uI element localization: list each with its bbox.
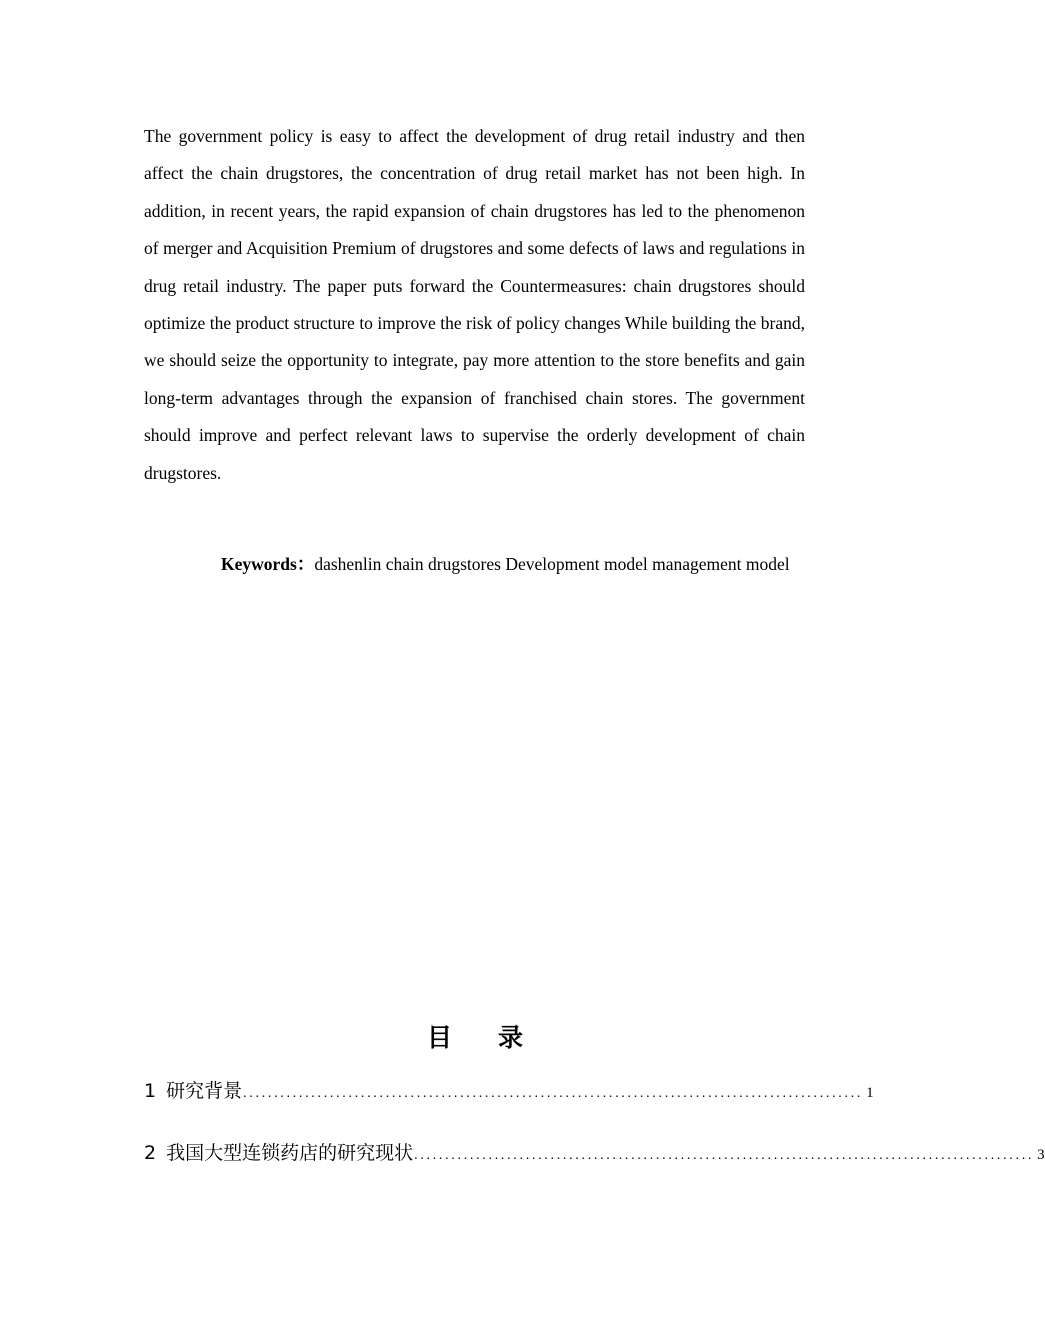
abstract-paragraph: The government policy is easy to affect the development of drug retail industry and then affect the chain drugstores, the concentration of drug retail market has not been high. In addition, in recent years, the rapid expansion of chain drugstores has led to the phenomenon of merger and Acquisition Premium of drugstores and some defects of laws and regulations in drug retail industry. The paper puts forward the Countermeasures: chain drugstores should optimize the product structure to improve the risk of policy changes While building the brand, we should seize the opportunity to integrate, pay more attention to the store benefits and gain long-term advantages through the expansion of franchised chain stores. The government should improve and perfect relevant laws to supervise the orderly development of chain drugstores.: [144, 126, 805, 483]
toc-title-char-1: 目: [426, 1023, 452, 1052]
keywords-text: dashenlin chain drugstores Development model management model: [314, 554, 790, 574]
toc-entry[interactable]: [144, 1138, 1045, 1165]
toc-entry-number: 1: [144, 1080, 157, 1102]
toc-entry[interactable]: [144, 1076, 874, 1103]
toc-entry-number: 2: [144, 1142, 157, 1164]
keywords-label: Keywords：: [221, 554, 315, 574]
toc-title-char-2: 录: [498, 1023, 524, 1052]
toc-entry-title: 研究背景: [166, 1080, 243, 1102]
toc-dot-leader: ....................................................................................................: [414, 1148, 1035, 1163]
toc-entry-page: 3: [1037, 1147, 1045, 1163]
toc-title: [0, 1018, 950, 1058]
toc-dot-leader: ....................................................................................................: [243, 1086, 864, 1101]
toc-entry-title: 我国大型连锁药店的研究现状: [166, 1142, 414, 1164]
keywords-line: [144, 540, 805, 589]
toc-entry-page: 1: [866, 1085, 874, 1101]
